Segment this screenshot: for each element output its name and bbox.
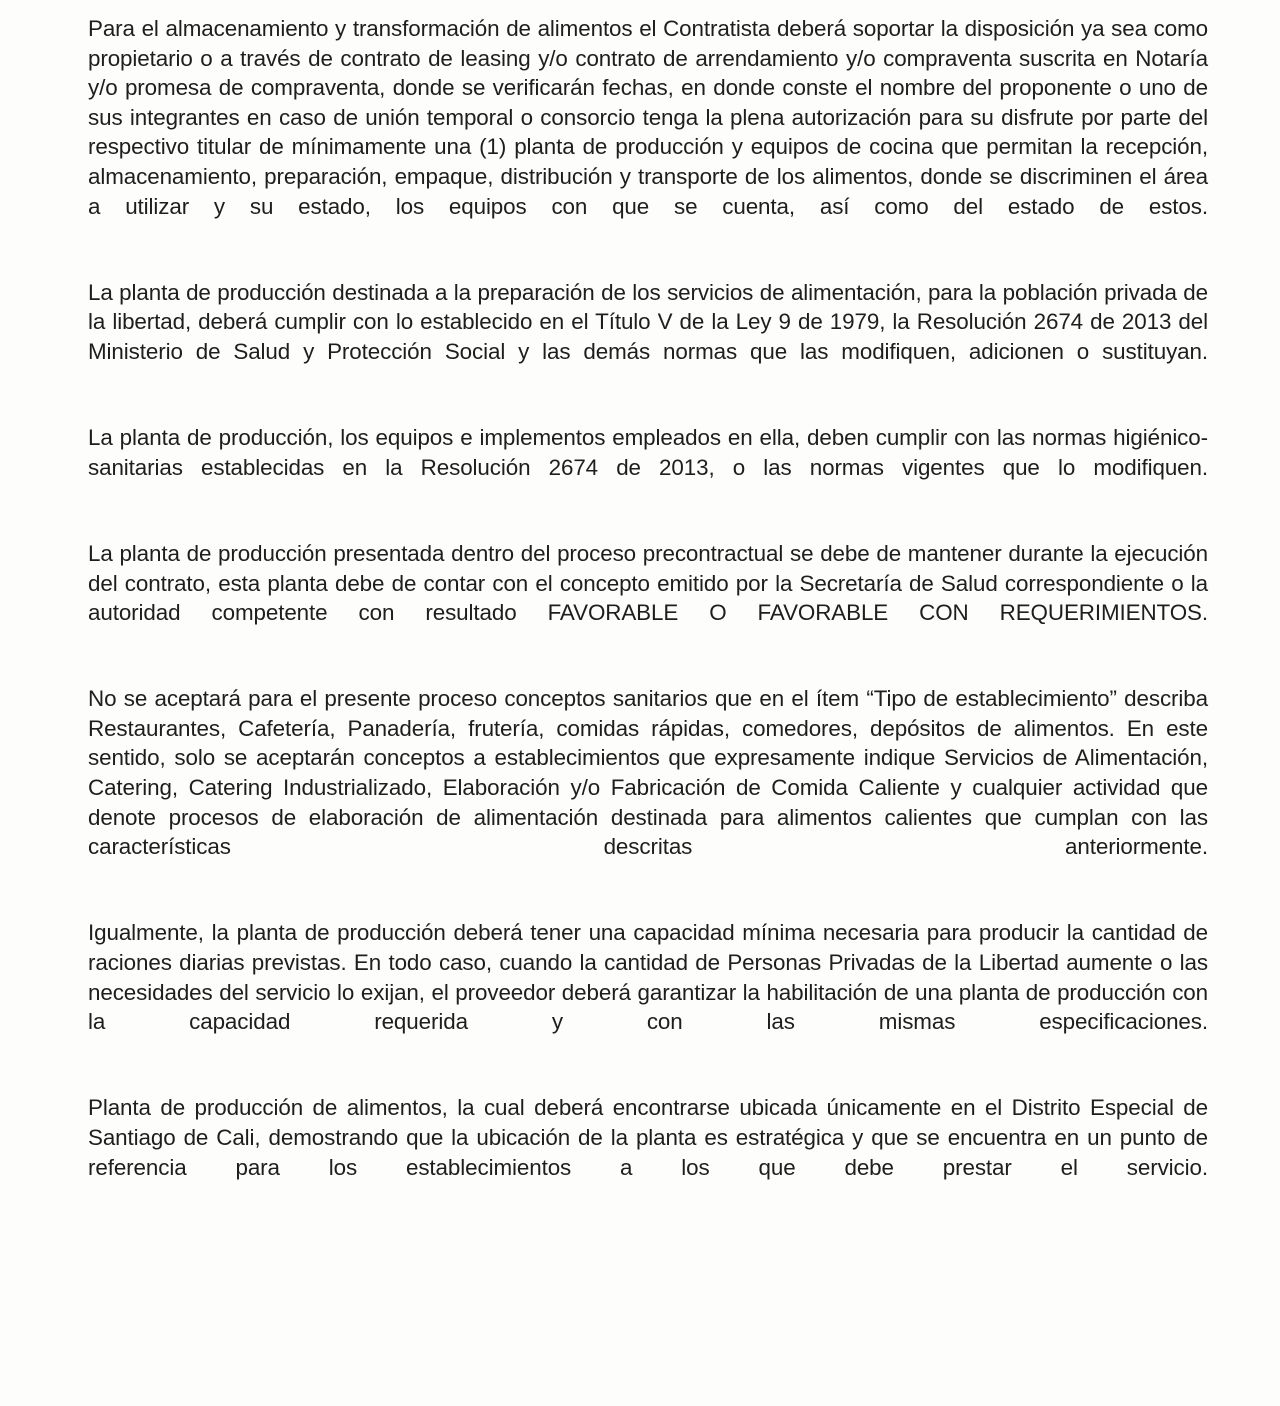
paragraph-capacidad-minima-raciones: Igualmente, la planta de producción deberá tener una capacidad mínima necesaria para producir la cantidad de raciones diarias previstas. En todo caso, cuando la cantidad de Personas Privadas de la Libertad aumente o las necesidades del servicio lo exijan, el proveedor deberá garantizar la habilitación de una planta de producción con la capacidad requerida y con las mismas especificaciones. [88, 920, 1208, 1035]
paragraph-almacenamiento-transformacion: Para el almacenamiento y transformación de alimentos el Contratista deberá soportar la disposición ya sea como propietario o a través de contrato de leasing y/o contrato de arrendamiento y/o compraventa suscrita en Notaría y/o promesa de compraventa, donde se verificarán fechas, en donde conste el nombre del proponente o uno de sus integrantes en caso de unión temporal o consorcio tenga la plena autorización para su disfrute por parte del respectivo titular de mínimamente una (1) planta de producción y equipos de cocina que permitan la recepción, almacenamiento, preparación, empaque, distribución y transporte de los alimentos, donde se discriminen el área a utilizar y su estado, los equipos con que se cuenta, así como del estado de estos. [88, 16, 1208, 219]
paragraph-normas-higienico-sanitarias: La planta de producción, los equipos e implementos empleados en ella, deben cumplir con las normas higiénico-sanitarias establecidas en la Resolución 2674 de 2013, o las normas vigentes que lo modifiquen. [88, 425, 1208, 480]
paragraph-planta-preparacion-servicios: La planta de producción destinada a la preparación de los servicios de alimentación, para la población privada de la libertad, deberá cumplir con lo establecido en el Título V de la Ley 9 de 1979, la Resolución 2674 de 2013 del Ministerio de Salud y Protección Social y las demás normas que las modifiquen, adicionen o sustituyan. [88, 279, 1208, 364]
paragraph-ubicacion-santiago-de-cali: Planta de producción de alimentos, la cual deberá encontrarse ubicada únicamente en el Distrito Especial de Santiago de Cali, demostrando que la ubicación de la planta es estratégica y que se encuentra en un punto de referencia para los establecimientos a los que debe prestar el servicio. [88, 1095, 1208, 1180]
paragraph-concepto-sanitario-favorable: La planta de producción presentada dentro del proceso precontractual se debe de mantener durante la ejecución del contrato, esta planta debe de contar con el concepto emitido por la Secretaría de Salud correspondiente o la autoridad competente con resultado FAVORABLE O FAVORABLE CON REQUERIMIENTOS. [88, 540, 1208, 626]
paragraph-tipo-de-establecimiento: No se aceptará para el presente proceso conceptos sanitarios que en el ítem “Tipo de establecimiento” describa Restaurantes, Cafetería, Panadería, frutería, comidas rápidas, comedores, depósitos de alimentos. En este sentido, solo se aceptarán conceptos a establecimientos que expresamente indique Servicios de Alimentación, Catering, Catering Industrializado, Elaboración y/o Fabricación de Comida Caliente y cualquier actividad que denote procesos de elaboración de alimentación destinada para alimentos calientes que cumplan con las características descritas anteriormente. [88, 686, 1208, 860]
document-text-body [88, 14, 1208, 1212]
